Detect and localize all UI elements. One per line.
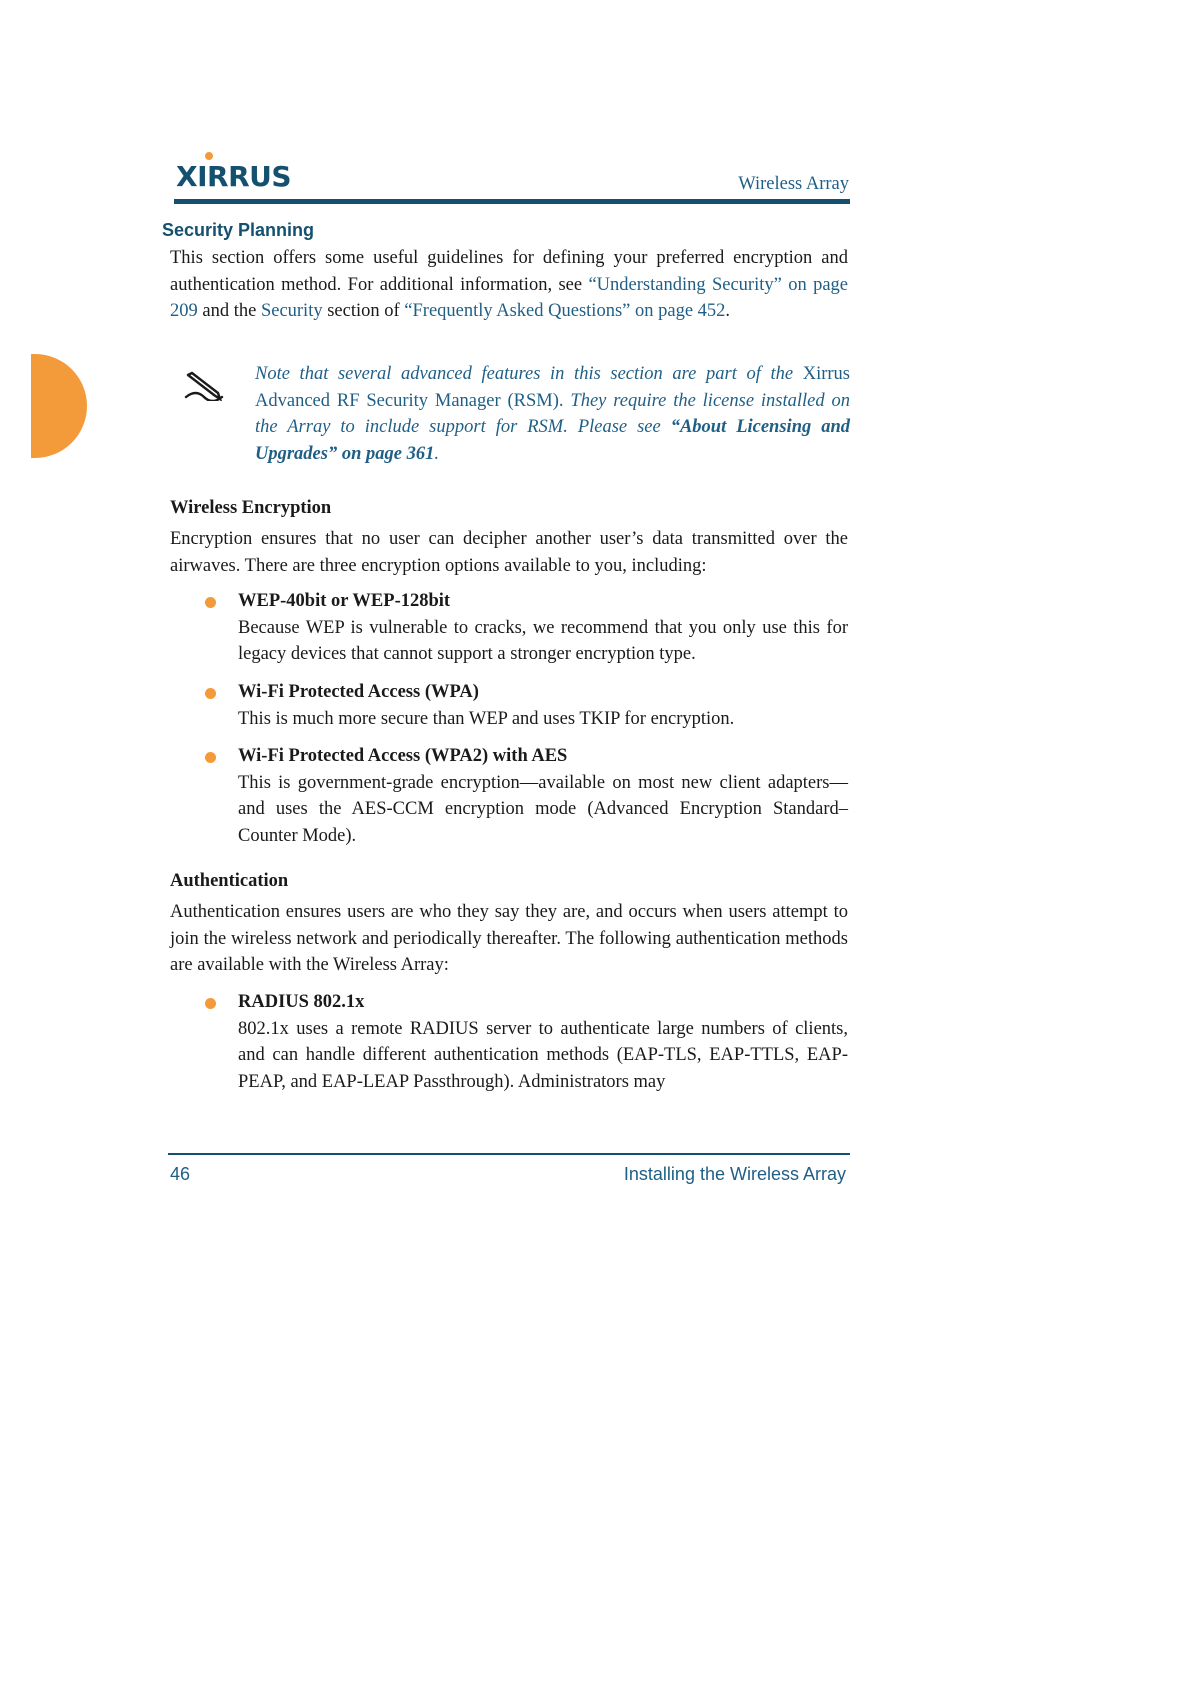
list-item-body: 802.1x uses a remote RADIUS server to authenticate large numbers of clients, and can handle different authentication methods (EAP-TLS, EAP-TTLS, EAP-PEAP, and EAP-LEAP Passthrough). Administrators may (238, 1018, 848, 1092)
link-licensing[interactable]: “About Licensing and Upgrades” on page 361 (255, 417, 850, 464)
intro-paragraph: This section offers some useful guidelines for defining your preferred encryption and authentication method. For additional information, see “Understanding Security” on page 209 and the Security section of “Frequently Asked Questions” on page 452. (170, 248, 849, 321)
list-item-title: RADIUS 802.1x (238, 992, 365, 1012)
link-understanding-security[interactable]: “Understanding Security” on page 209 (170, 274, 849, 321)
list-item-body: Because WEP is vulnerable to cracks, we recommend that you only use this for legacy devices that cannot support a stronger encryption type. (238, 617, 848, 664)
pencil-note-icon (184, 371, 224, 401)
chapter-tab-marker (31, 354, 87, 458)
header-title: Wireless Array (738, 174, 849, 194)
xirrus-logo (176, 160, 291, 193)
wireless-encryption-heading: Wireless Encryption (170, 498, 332, 518)
list-item (238, 679, 848, 732)
link-faq[interactable]: “Frequently Asked Questions” on page 452 (404, 301, 726, 321)
bullet-icon (205, 688, 216, 699)
wireless-encryption-intro: Encryption ensures that no user can decipher another user’s data transmitted over the airwaves. There are three encryption options available to you, including: (170, 529, 848, 576)
list-item-title: WEP-40bit or WEP-128bit (238, 591, 451, 611)
bullet-icon (205, 998, 216, 1009)
header-rule (174, 199, 850, 204)
list-item-body: This is government-grade encryption—available on most new client adapters—and uses the AES-CCM encryption mode (Advanced Encryption Standard–Counter Mode). (238, 772, 848, 846)
logo-text: XIRRUS (176, 160, 292, 193)
list-item-body: This is much more secure than WEP and uses TKIP for encryption. (238, 708, 735, 729)
page-number: 46 (170, 1164, 191, 1184)
section-title: Security Planning (162, 220, 315, 240)
authentication-intro: Authentication ensures users are who they say they are, and occurs when users attempt to join the wireless network and periodically thereafter. The following authentication methods are available with the Wireless Array: (170, 902, 848, 975)
rsm-note: Note that several advanced features in this section are part of the Xirrus Advanced RF Security Manager (RSM). They require the license installed on the Array to include support for RSM. Please see “About Licensing and Upgrades” on page 361. (255, 364, 850, 464)
list-item-title: Wi-Fi Protected Access (WPA2) with AES (238, 746, 568, 766)
bullet-icon (205, 752, 216, 763)
list-item-title: Wi-Fi Protected Access (WPA) (238, 682, 479, 702)
bullet-icon (205, 597, 216, 608)
footer-title: Installing the Wireless Array (623, 1164, 846, 1184)
rsm-product-name: Xirrus Advanced RF Security Manager (RSM). (255, 364, 850, 411)
list-item (238, 743, 848, 849)
link-security-section[interactable]: Security (260, 301, 323, 321)
list-item (238, 588, 848, 668)
list-item (238, 989, 848, 1095)
logo-dot (205, 152, 213, 160)
footer-rule (168, 1153, 850, 1155)
authentication-heading: Authentication (170, 871, 289, 891)
